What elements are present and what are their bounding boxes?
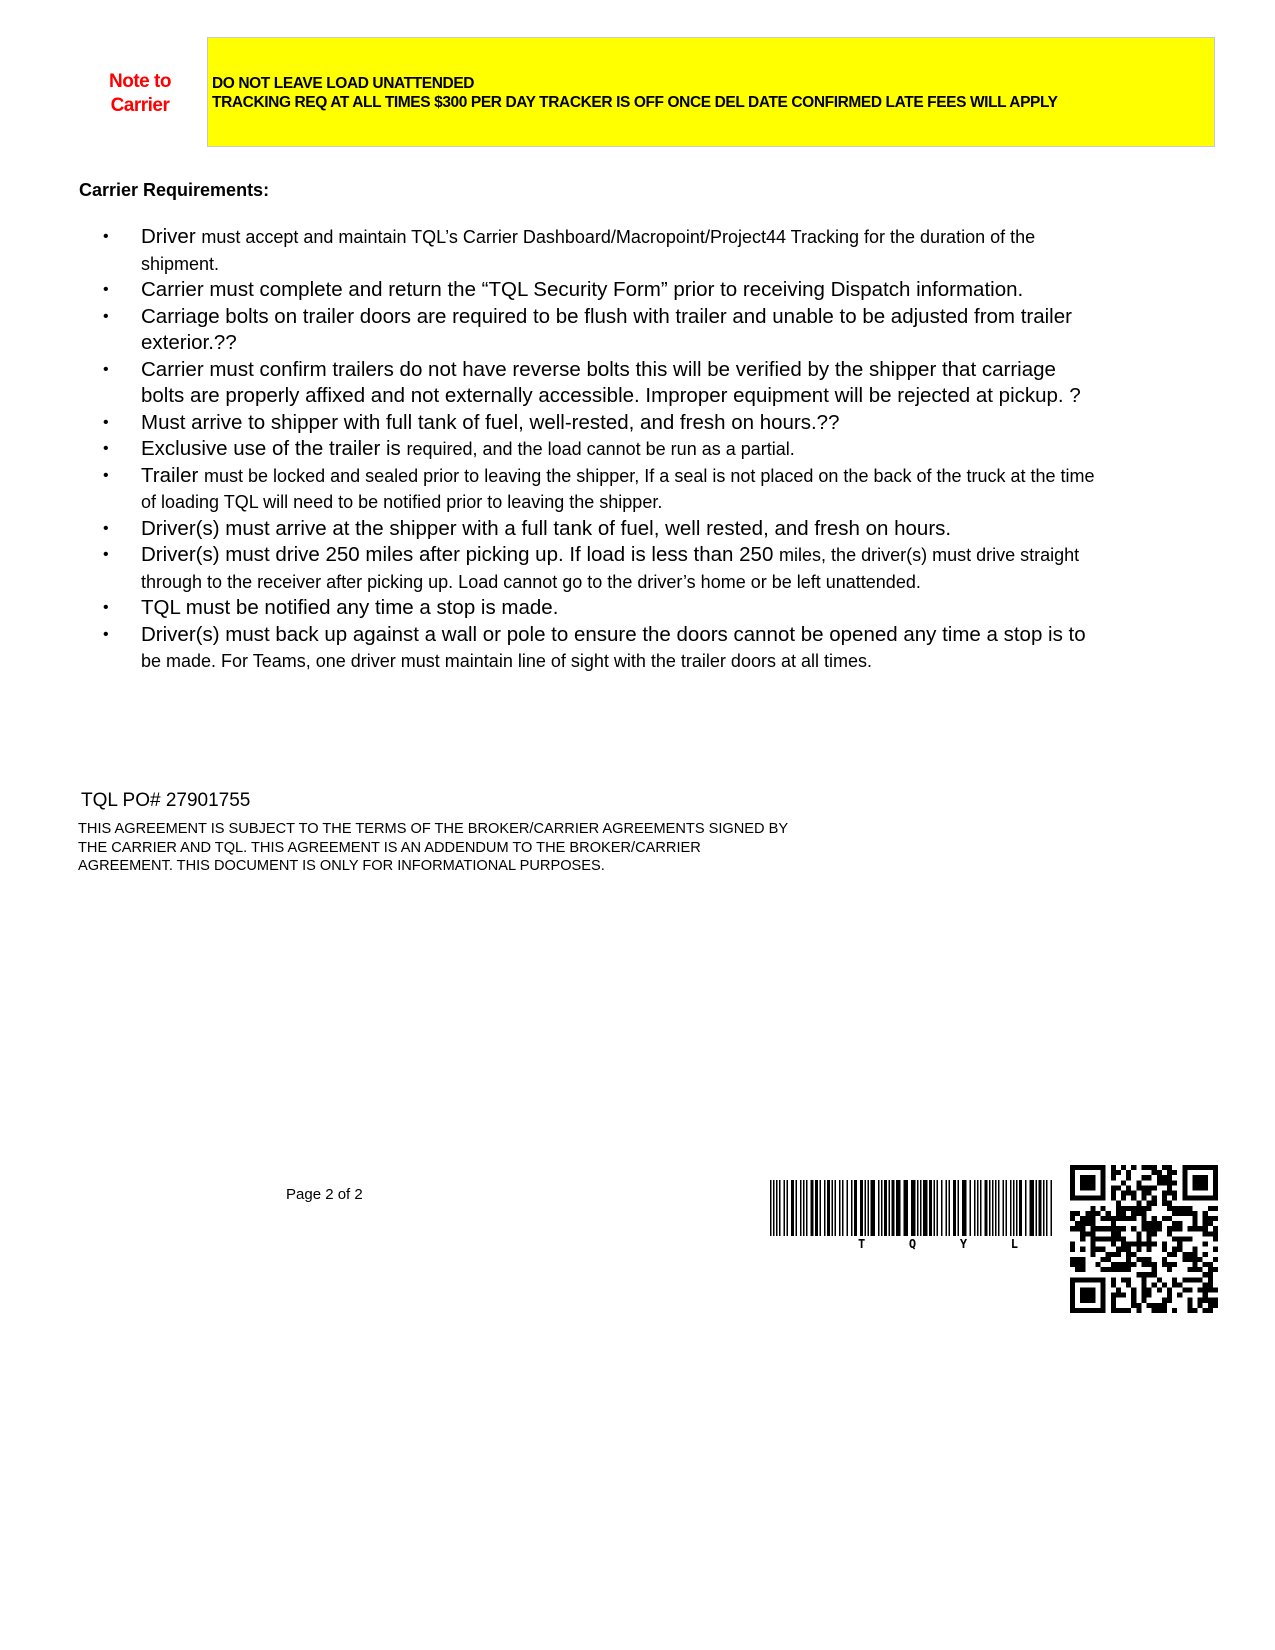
bullet-icon: •	[103, 546, 109, 563]
requirement-item	[99, 516, 1099, 543]
requirement-text: Carrier must complete and return the “TQL Security Form” prior to receiving Dispatch information.	[141, 278, 1024, 301]
requirement-text: Driver	[141, 225, 202, 248]
barcode-caption	[858, 1237, 1018, 1251]
requirement-text-small: be made. For Teams, one driver must maintain line of sight with the trailer doors at all times.	[141, 651, 872, 671]
bullet-icon: •	[103, 599, 109, 616]
requirement-item	[99, 277, 1099, 304]
note-to-carrier-label	[96, 70, 184, 118]
requirement-text: Must arrive to shipper with full tank of fuel, well-rested, and fresh on hours.??	[141, 410, 840, 434]
bullet-icon: •	[103, 440, 109, 457]
po-number: TQL PO# 27901755	[81, 790, 251, 811]
qr-code-image	[1070, 1165, 1218, 1313]
requirement-item	[99, 410, 1099, 437]
page-number: Page 2 of 2	[286, 1186, 363, 1203]
requirement-item	[99, 304, 1099, 357]
requirement-text-small: miles, the driver(s) must drive straight through to the receiver after picking up. Load cannot go to the driver’s home or be left unattended.	[141, 545, 1080, 592]
bullet-icon: •	[103, 519, 109, 537]
requirement-item	[99, 224, 1099, 277]
requirement-item	[99, 436, 1099, 463]
requirements-heading: Carrier Requirements:	[79, 180, 270, 200]
barcode-image	[770, 1180, 1055, 1236]
requirement-text: Driver(s) must arrive at the shipper with a full tank of fuel, well rested, and fresh on hours.	[141, 516, 952, 540]
note-line-1: DO NOT LEAVE LOAD UNATTENDED	[212, 75, 475, 92]
requirement-text: Driver(s) must drive 250 miles after picking up. If load is less than 250	[141, 543, 780, 566]
bullet-icon: •	[103, 625, 109, 643]
bullet-icon: •	[103, 228, 109, 245]
requirement-item	[99, 595, 1099, 622]
requirement-text-small: required, and the load cannot be run as a partial.	[406, 439, 795, 459]
note-label-line-2: Carrier	[110, 95, 170, 116]
requirement-item	[99, 357, 1099, 410]
requirements-list	[99, 224, 1099, 675]
note-label-line-1: Note to	[109, 71, 171, 92]
note-line-2: TRACKING REQ AT ALL TIMES $300 PER DAY TRACKER IS OFF ONCE DEL DATE CONFIRMED LATE FEES WILL APPLY	[212, 94, 1058, 111]
requirement-item	[99, 463, 1099, 516]
barcode-char: Y	[959, 1237, 968, 1251]
requirement-item	[99, 542, 1099, 595]
bullet-icon: •	[103, 307, 109, 325]
requirement-text: Exclusive use of the trailer is	[141, 437, 407, 460]
requirement-text-small: must be locked and sealed prior to leaving the shipper, If a seal is not placed on the back of the truck at the time of loading TQL will need to be notified prior to leaving the shipper.	[141, 465, 1095, 512]
bullet-icon: •	[103, 360, 109, 378]
requirement-text: Driver(s) must back up against a wall or pole to ensure the doors cannot be opened any time a stop is to	[141, 622, 1086, 646]
barcode-char: Q	[908, 1237, 917, 1251]
requirement-text: Trailer	[141, 463, 205, 487]
disclaimer-text: THIS AGREEMENT IS SUBJECT TO THE TERMS OF THE BROKER/CARRIER AGREEMENTS SIGNED BY THE CARRIER AND TQL. THIS AGREEMENT IS AN ADDENDUM TO THE BROKER/CARRIER AGREEMENT. THIS DOCUMENT IS ONLY FOR INFORMATIONAL PURPOSES.	[78, 821, 788, 874]
bullet-icon: •	[103, 413, 109, 431]
barcode-char: T	[858, 1237, 866, 1251]
requirement-text-small: must accept and maintain TQL’s Carrier Dashboard/Macropoint/Project44 Tracking for the duration of the shipment.	[141, 227, 1036, 274]
requirement-item	[99, 622, 1099, 675]
requirement-text: Carriage bolts on trailer doors are required to be flush with trailer and unable to be adjusted from trailer exterior.??	[141, 304, 1072, 354]
requirement-text: TQL must be notified any time a stop is made.	[141, 596, 559, 619]
barcode-char: L	[1010, 1237, 1018, 1251]
requirement-text: Carrier must confirm trailers do not have reverse bolts this will be verified by the shipper that carriage bolts are properly affixed and not externally accessible. Improper equipment will be rejected at pickup. ?	[141, 357, 1081, 407]
note-box	[207, 37, 1215, 147]
bullet-icon: •	[103, 281, 109, 298]
bullet-icon: •	[103, 466, 109, 484]
